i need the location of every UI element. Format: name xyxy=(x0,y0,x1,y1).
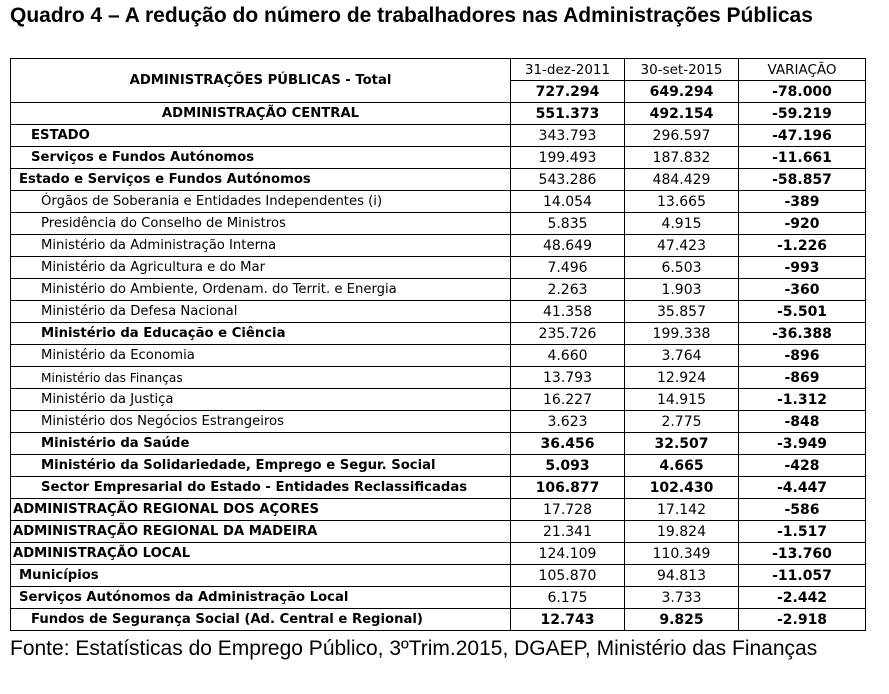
table-row xyxy=(11,411,866,433)
row-label: ADMINISTRAÇÃO LOCAL xyxy=(11,543,511,565)
employment-table xyxy=(10,58,866,631)
header-label: ADMINISTRAÇÕES PÚBLICAS - Total xyxy=(11,59,511,103)
value-variation: -36.388 xyxy=(739,323,866,345)
value-2011: 7.496 xyxy=(511,257,625,279)
table-row xyxy=(11,213,866,235)
table-row xyxy=(11,147,866,169)
value-variation: -3.949 xyxy=(739,433,866,455)
value-variation: -59.219 xyxy=(739,103,866,125)
value-variation: -13.760 xyxy=(739,543,866,565)
row-label: Ministério da Educação e Ciência xyxy=(11,323,511,345)
table-row xyxy=(11,587,866,609)
value-2011: 199.493 xyxy=(511,147,625,169)
value-2011: 41.358 xyxy=(511,301,625,323)
table-row xyxy=(11,389,866,411)
value-2011: 14.054 xyxy=(511,191,625,213)
value-variation: -58.857 xyxy=(739,169,866,191)
table-row xyxy=(11,499,866,521)
value-2011: 6.175 xyxy=(511,587,625,609)
value-2015: 4.665 xyxy=(625,455,739,477)
row-label: Ministério da Justiça xyxy=(11,389,511,411)
value-2011: 543.286 xyxy=(511,169,625,191)
value-2011: 2.263 xyxy=(511,279,625,301)
value-2015: 17.142 xyxy=(625,499,739,521)
row-label: ESTADO xyxy=(11,125,511,147)
row-label: Ministério da Solidariedade, Emprego e Segur. Social xyxy=(11,455,511,477)
table-row xyxy=(11,521,866,543)
row-label: Ministério do Ambiente, Ordenam. do Territ. e Energia xyxy=(11,279,511,301)
row-label: Serviços Autónomos da Administração Local xyxy=(11,587,511,609)
header-col-2015: 30-set-2015 xyxy=(625,59,739,81)
row-label: Ministério da Saúde xyxy=(11,433,511,455)
header-col-variation: VARIAÇÃO xyxy=(739,59,866,81)
table-row xyxy=(11,257,866,279)
row-label: Estado e Serviços e Fundos Autónomos xyxy=(11,169,511,191)
value-2011: 36.456 xyxy=(511,433,625,455)
value-2011: 5.835 xyxy=(511,213,625,235)
total-2011: 727.294 xyxy=(511,81,625,103)
value-2015: 3.764 xyxy=(625,345,739,367)
value-2011: 17.728 xyxy=(511,499,625,521)
value-2011: 106.877 xyxy=(511,477,625,499)
row-label: Sector Empresarial do Estado - Entidades Reclassificadas xyxy=(11,477,511,499)
row-label: Órgãos de Soberania e Entidades Independentes (i) xyxy=(11,191,511,213)
value-2015: 199.338 xyxy=(625,323,739,345)
value-2015: 484.429 xyxy=(625,169,739,191)
value-2015: 9.825 xyxy=(625,609,739,631)
table-row xyxy=(11,169,866,191)
value-2011: 21.341 xyxy=(511,521,625,543)
row-label: Ministério dos Negócios Estrangeiros xyxy=(11,411,511,433)
value-2015: 12.924 xyxy=(625,367,739,389)
value-2015: 296.597 xyxy=(625,125,739,147)
value-variation: -360 xyxy=(739,279,866,301)
table-row xyxy=(11,609,866,631)
row-label: ADMINISTRAÇÃO CENTRAL xyxy=(11,103,511,125)
table-row xyxy=(11,191,866,213)
table-row xyxy=(11,455,866,477)
value-2011: 16.227 xyxy=(511,389,625,411)
value-2011: 13.793 xyxy=(511,367,625,389)
table-title: Quadro 4 – A redução do número de trabalhadores nas Administrações Públicas xyxy=(10,4,813,27)
value-2011: 4.660 xyxy=(511,345,625,367)
value-2015: 187.832 xyxy=(625,147,739,169)
value-2011: 3.623 xyxy=(511,411,625,433)
table-row xyxy=(11,367,866,389)
value-2015: 47.423 xyxy=(625,235,739,257)
row-label: Ministério da Administração Interna xyxy=(11,235,511,257)
value-variation: -2.442 xyxy=(739,587,866,609)
value-2015: 32.507 xyxy=(625,433,739,455)
table-row xyxy=(11,279,866,301)
value-2015: 94.813 xyxy=(625,565,739,587)
value-2015: 14.915 xyxy=(625,389,739,411)
table-row xyxy=(11,433,866,455)
table-row xyxy=(11,301,866,323)
value-variation: -428 xyxy=(739,455,866,477)
value-variation: -5.501 xyxy=(739,301,866,323)
value-2011: 12.743 xyxy=(511,609,625,631)
value-2015: 2.775 xyxy=(625,411,739,433)
value-2011: 235.726 xyxy=(511,323,625,345)
table-row xyxy=(11,565,866,587)
value-2011: 5.093 xyxy=(511,455,625,477)
value-variation: -11.057 xyxy=(739,565,866,587)
row-label: Ministério da Defesa Nacional xyxy=(11,301,511,323)
row-label: ADMINISTRAÇÃO REGIONAL DOS AÇORES xyxy=(11,499,511,521)
source-note: Fonte: Estatísticas do Emprego Público, 3ºTrim.2015, DGAEP, Ministério das Finanças xyxy=(10,637,818,660)
table-row xyxy=(11,477,866,499)
table-body xyxy=(11,103,866,631)
value-variation: -2.918 xyxy=(739,609,866,631)
row-label: Presidência do Conselho de Ministros xyxy=(11,213,511,235)
value-variation: -896 xyxy=(739,345,866,367)
value-2011: 105.870 xyxy=(511,565,625,587)
table-row xyxy=(11,103,866,125)
row-label: Ministério da Agricultura e do Mar xyxy=(11,257,511,279)
table-row xyxy=(11,125,866,147)
value-2015: 13.665 xyxy=(625,191,739,213)
value-2015: 102.430 xyxy=(625,477,739,499)
value-variation: -586 xyxy=(739,499,866,521)
table-row xyxy=(11,235,866,257)
value-variation: -11.661 xyxy=(739,147,866,169)
value-variation: -47.196 xyxy=(739,125,866,147)
value-variation: -993 xyxy=(739,257,866,279)
header-row xyxy=(11,59,866,81)
total-2015: 649.294 xyxy=(625,81,739,103)
value-variation: -1.312 xyxy=(739,389,866,411)
total-variation: -78.000 xyxy=(739,81,866,103)
value-2015: 4.915 xyxy=(625,213,739,235)
table-row xyxy=(11,345,866,367)
value-2011: 48.649 xyxy=(511,235,625,257)
value-variation: -1.517 xyxy=(739,521,866,543)
value-2015: 35.857 xyxy=(625,301,739,323)
value-2011: 124.109 xyxy=(511,543,625,565)
value-variation: -869 xyxy=(739,367,866,389)
row-label: ADMINISTRAÇÃO REGIONAL DA MADEIRA xyxy=(11,521,511,543)
value-2015: 19.824 xyxy=(625,521,739,543)
value-2015: 1.903 xyxy=(625,279,739,301)
table-row xyxy=(11,543,866,565)
table-row xyxy=(11,323,866,345)
value-variation: -920 xyxy=(739,213,866,235)
row-label: Fundos de Segurança Social (Ad. Central e Regional) xyxy=(11,609,511,631)
value-2011: 343.793 xyxy=(511,125,625,147)
row-label: Ministério da Economia xyxy=(11,345,511,367)
value-variation: -1.226 xyxy=(739,235,866,257)
row-label: Serviços e Fundos Autónomos xyxy=(11,147,511,169)
value-variation: -4.447 xyxy=(739,477,866,499)
value-2015: 110.349 xyxy=(625,543,739,565)
row-label: Municípios xyxy=(11,565,511,587)
value-2015: 6.503 xyxy=(625,257,739,279)
value-2015: 3.733 xyxy=(625,587,739,609)
header-col-2011: 31-dez-2011 xyxy=(511,59,625,81)
value-2011: 551.373 xyxy=(511,103,625,125)
row-label: Ministério das Finanças xyxy=(11,367,511,389)
value-2015: 492.154 xyxy=(625,103,739,125)
value-variation: -848 xyxy=(739,411,866,433)
value-variation: -389 xyxy=(739,191,866,213)
